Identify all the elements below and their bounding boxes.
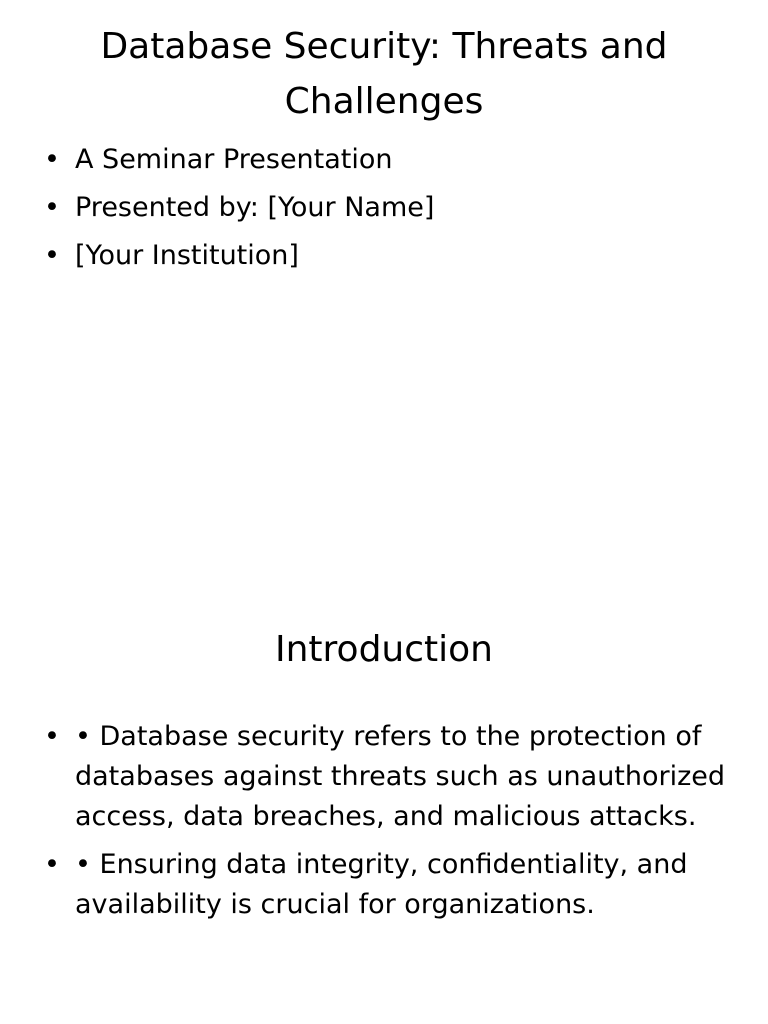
bullet-icon: • — [44, 192, 60, 223]
bullet-text: • Ensuring data integrity, confidentiality, and availability is crucial for organizations. — [75, 849, 688, 920]
list-item — [0, 188, 768, 228]
list-item — [0, 236, 768, 276]
bullet-list — [0, 140, 768, 284]
list-item — [0, 140, 768, 180]
slide-title: Database Security: Threats and Challenges — [100, 26, 668, 122]
list-item — [0, 717, 768, 837]
bullet-icon: • — [44, 240, 60, 271]
bullet-text: • Database security refers to the protection of databases against threats such as unauthorized access, data breaches, and malicious attacks. — [75, 721, 726, 832]
bullet-list — [0, 717, 768, 933]
introduction-slide — [0, 512, 768, 1024]
bullet-text: [Your Institution] — [75, 240, 299, 271]
list-item — [0, 845, 768, 925]
bullet-icon: • — [44, 144, 60, 175]
bullet-icon: • — [44, 721, 60, 752]
bullet-text: Presented by: [Your Name] — [75, 192, 435, 223]
bullet-icon: • — [44, 849, 60, 880]
bullet-text: A Seminar Presentation — [75, 144, 393, 175]
slide-title: Introduction — [274, 629, 493, 670]
